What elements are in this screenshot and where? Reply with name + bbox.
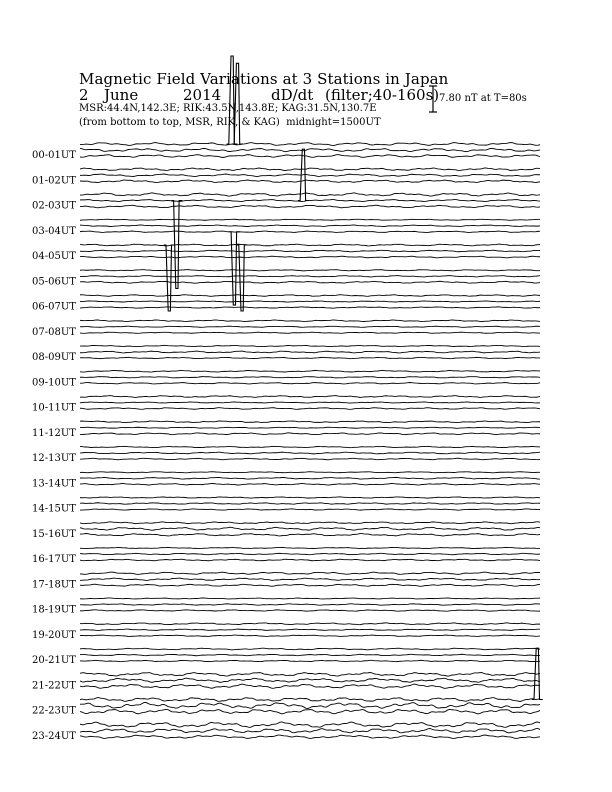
hour-label: 13-14UT [32,478,76,490]
trace-kag-22-23UT [80,697,540,701]
trace-kag-06-07UT [80,295,540,297]
hour-label: 00-01UT [32,150,76,161]
trace-kag-00-01UT [80,143,540,146]
scale-bar [428,85,438,113]
trace-msr-23-24UT [80,735,540,738]
trace-msr-05-06UT [80,281,540,283]
trace-msr-21-22UT [80,684,540,688]
trace-rik-13-14UT [80,477,540,479]
hour-label: 15-16UT [32,528,76,540]
hour-label: 02-03UT [32,200,76,212]
trace-rik-05-06UT [80,276,540,277]
hour-label: 09-10UT [32,377,76,389]
trace-rik-12-13UT [80,452,540,454]
hour-label: 14-15UT [32,503,76,515]
trace-msr-19-20UT [80,635,540,636]
hour-label: 21-22UT [32,680,76,692]
trace-rik-01-02UT [80,174,540,176]
quantity-label: dD/dt [271,86,314,104]
hour-label: 19-20UT [32,629,76,641]
trace-kag-23-24UT [80,722,540,727]
hour-label: 22-23UT [32,705,76,717]
hour-label: 06-07UT [32,301,76,313]
trace-rik-04-05UT [80,250,540,252]
hour-label-group [32,150,76,742]
chart-title: Magnetic Field Variations at 3 Stations in Japan [79,70,449,88]
trace-msr-14-15UT [80,509,540,510]
trace-kag-04-05UT [80,244,540,246]
trace-rik-09-10UT [80,377,540,378]
trace-msr-06-07UT [80,307,540,308]
hour-label: 07-08UT [32,326,76,338]
trace-msr-13-14UT [80,483,540,485]
trace-kag-01-02UT [80,168,540,171]
hour-label: 20-21UT [32,655,76,666]
spike-5 [164,245,175,311]
trace-msr-15-16UT [80,534,540,536]
trace-rik-03-04UT [80,225,540,227]
trace-rik-06-07UT [80,301,540,302]
hour-label: 16-17UT [32,554,76,565]
order-note: (from bottom to top, MSR, RIK, & KAG) [79,117,280,128]
hour-label: 10-11UT [32,402,76,414]
trace-msr-08-09UT [80,357,540,358]
station-order-note [79,117,381,128]
trace-msr-01-02UT [80,180,540,183]
trace-rik-23-24UT [80,729,540,733]
trace-msr-03-04UT [80,231,540,232]
trace-rik-15-16UT [80,527,540,530]
trace-kag-03-04UT [80,219,540,220]
station-coordinates: MSR:44.4N,142.3E; RIK:43.5N,143.8E; KAG:31.5N,130.7E [79,103,377,114]
trace-kag-17-18UT [80,572,540,574]
trace-rik-17-18UT [80,578,540,580]
trace-rik-16-17UT [80,553,540,554]
date-day: 2 [79,86,89,104]
trace-msr-09-10UT [80,383,540,384]
trace-msr-10-11UT [80,408,540,410]
hour-label: 01-02UT [32,175,76,187]
filter-label: (filter;40-160s) [325,86,440,104]
trace-kag-21-22UT [80,673,540,677]
trace-kag-20-21UT [80,648,540,650]
trace-rik-21-22UT [80,678,540,682]
trace-group [80,143,540,739]
trace-kag-02-03UT [80,193,540,196]
hour-label: 08-09UT [32,352,76,363]
trace-kag-05-06UT [80,270,540,271]
trace-msr-11-12UT [80,433,540,435]
trace-msr-12-13UT [80,458,540,459]
trace-msr-02-03UT [80,205,540,208]
trace-rik-10-11UT [80,402,540,403]
trace-rik-02-03UT [80,200,540,202]
hour-label: 12-13UT [32,453,76,464]
trace-msr-18-19UT [80,610,540,611]
trace-kag-08-09UT [80,345,540,346]
date-month: June [104,86,139,104]
trace-msr-22-23UT [80,709,540,714]
spike-4 [229,232,240,305]
trace-rik-08-09UT [80,351,540,353]
trace-rik-00-01UT [80,148,540,151]
trace-rik-22-23UT [80,702,540,708]
trace-rik-18-19UT [80,604,540,605]
trace-kag-09-10UT [80,370,540,372]
trace-kag-13-14UT [80,472,540,473]
trace-kag-12-13UT [80,446,540,447]
trace-rik-07-08UT [80,326,540,327]
trace-kag-16-17UT [80,547,540,548]
trace-kag-14-15UT [80,497,540,498]
hour-label: 04-05UT [32,251,76,262]
trace-msr-16-17UT [80,559,540,561]
trace-rik-20-21UT [80,654,540,655]
hour-label: 17-18UT [32,579,76,591]
trace-msr-04-05UT [80,256,540,258]
trace-rik-19-20UT [80,629,540,630]
midnight-note: midnight=1500UT [286,117,381,128]
trace-kag-18-19UT [80,598,540,599]
scale-label: 7.80 nT at T=80s [439,93,527,104]
hour-label: 23-24UT [32,730,76,742]
trace-kag-19-20UT [80,623,540,625]
trace-msr-17-18UT [80,584,540,586]
trace-kag-07-08UT [80,320,540,322]
hour-label: 05-06UT [32,276,76,288]
trace-kag-10-11UT [80,396,540,398]
trace-rik-14-15UT [80,503,540,504]
hour-label: 11-12UT [32,427,76,439]
trace-msr-20-21UT [80,660,540,661]
hour-label: 18-19UT [32,604,76,616]
trace-kag-11-12UT [80,421,540,423]
hour-label: 03-04UT [32,225,76,237]
trace-kag-15-16UT [80,522,540,524]
trace-rik-11-12UT [80,427,540,428]
trace-msr-07-08UT [80,332,540,333]
trace-msr-00-01UT [80,155,540,158]
date-year: 2014 [183,86,222,104]
